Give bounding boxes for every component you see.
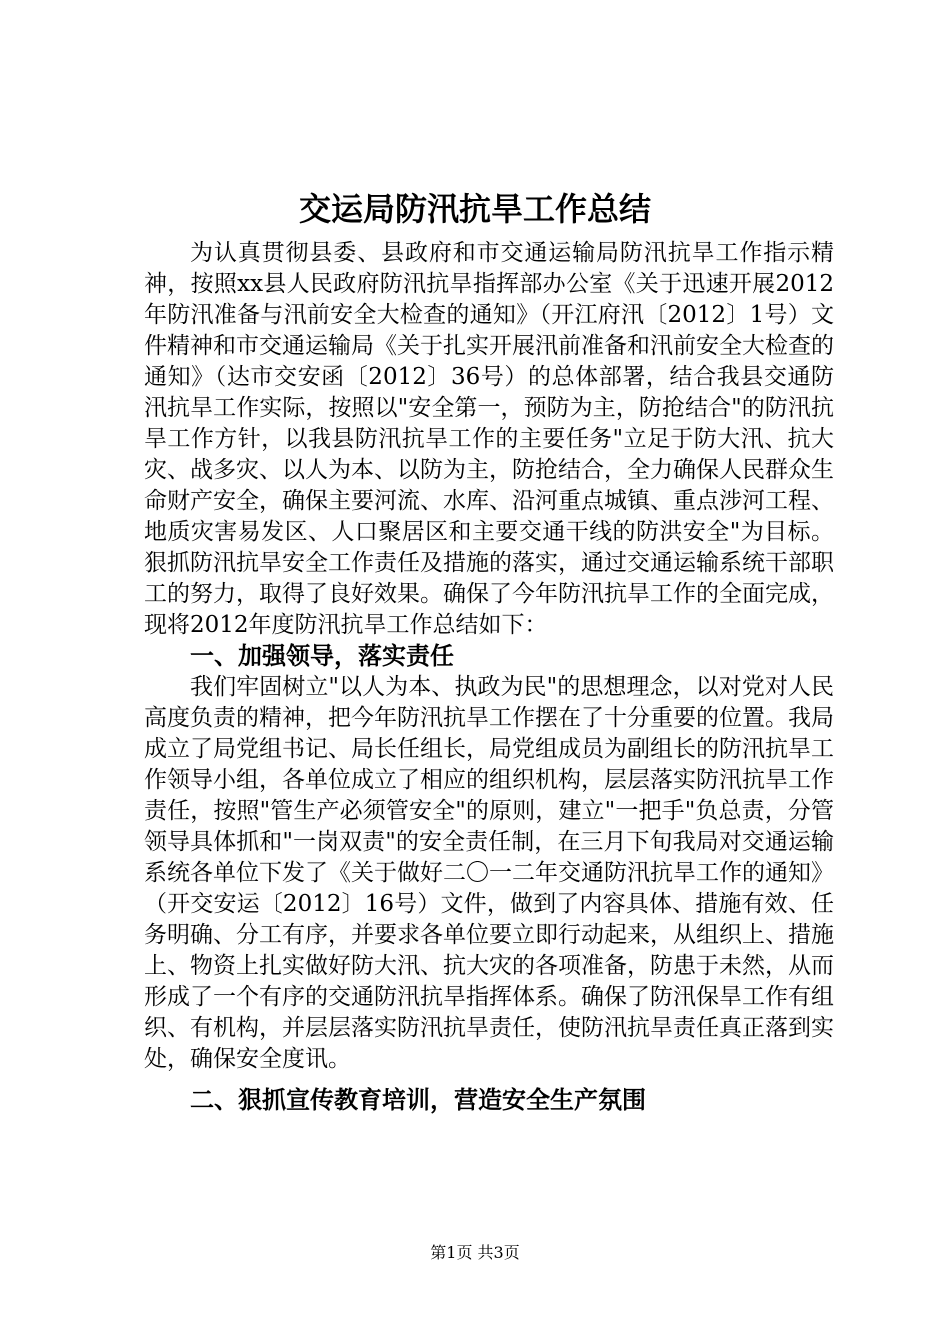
document-body: [144, 238, 834, 1116]
document-title: 交运局防汛抗旱工作总结: [298, 190, 651, 228]
intro-paragraph: 为认真贯彻县委、县政府和市交通运输局防汛抗旱工作指示精神，按照xx县人民政府防汛抗旱指挥部办公室《关于迅速开展2012年防汛准备与汛前安全大检查的通知》（开江府汛〔2012〕1号）文件精神和市交通运输局《关于扎实开展汛前准备和汛前安全大检查的通知》（达市交安函〔2012〕36号）的总体部署，结合我县交通防汛抗旱工作实际，按照以"安全第一，预防为主，防抢结合"的防汛抗旱工作方针，以我县防汛抗旱工作的主要任务"立足于防大汛、抗大灾、战多灾、以人为本、以防为主，防抢结合，全力确保人民群众生命财产安全，确保主要河流、水库、沿河重点城镇、重点涉河工程、地质灾害易发区、人口聚居区和主要交通干线的防洪安全"为目标。狠抓防汛抗旱安全工作责任及措施的落实，通过交通运输系统干部职工的努力，取得了良好效果。确保了今年防汛抗旱工作的全面完成，现将2012年度防汛抗旱工作总结如下：: [144, 240, 834, 638]
section-1-paragraph: 我们牢固树立"以人为本、执政为民"的思想理念，以对党对人民高度负责的精神，把今年防汛抗旱工作摆在了十分重要的位置。我局成立了局党组书记、局长任组长，局党组成员为副组长的防汛抗旱工作领导小组，各单位成立了相应的组织机构，层层落实防汛抗旱工作责任，按照"管生产必须管安全"的原则，建立"一把手"负总责，分管领导具体抓和"一岗双责"的安全责任制，在三月下旬我局对交通运输系统各单位下发了《关于做好二〇一二年交通防汛抗旱工作的通知》（开交安运〔2012〕16号）文件，做到了内容具体、措施有效、任务明确、分工有序，并要求各单位要立即行动起来，从组织上、措施上、物资上扎实做好防大汛、抗大灾的各项准备，防患于未然，从而形成了一个有序的交通防汛抗旱指挥体系。确保了防汛保旱工作有组织、有机构，并层层落实防汛抗旱责任，使防汛抗旱责任真正落到实处，确保安全度讯。: [144, 674, 834, 1072]
page-footer: 第1页 共3页: [430, 1243, 520, 1262]
section-heading-1: 一、加强领导，落实责任: [190, 642, 454, 670]
section-heading-2: 二、狠抓宣传教育培训，营造安全生产氛围: [190, 1086, 646, 1114]
